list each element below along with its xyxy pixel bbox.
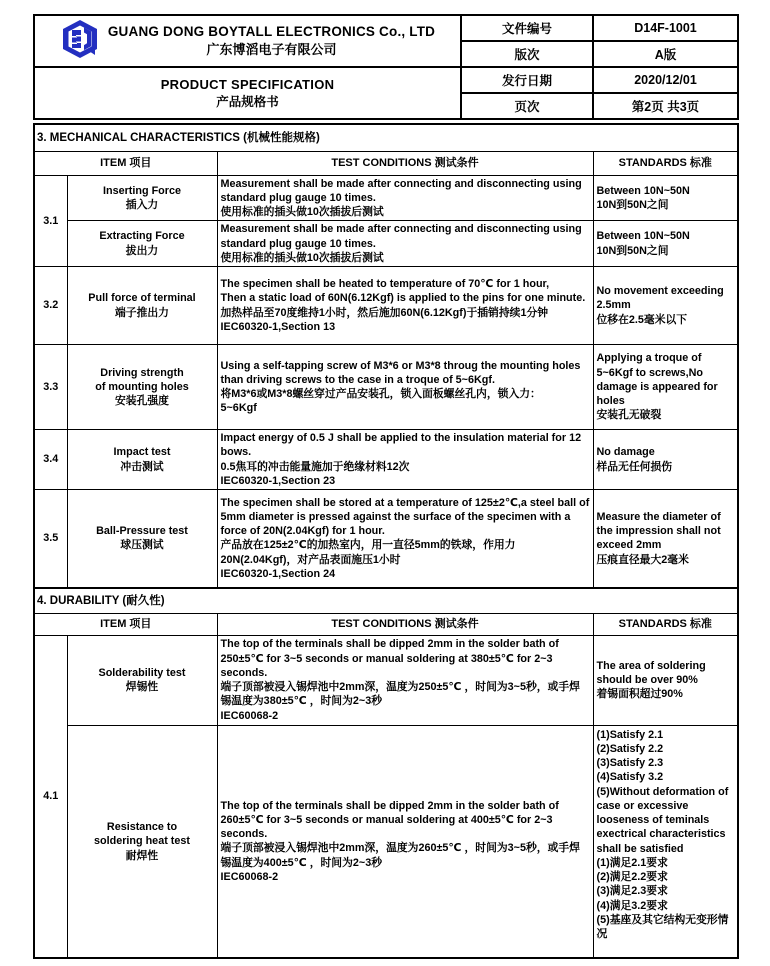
item-name [67,175,217,221]
standards [593,635,738,725]
title-block [33,14,739,120]
text-line: The specimen shall be stored at a temperature of 125±2℃,a steel ball of 5mm diameter is pressed against the surface of the specimen with a force of 20N(2.04Kgf) for 1 hour. [220,496,590,537]
text-line: (3)满足2.3要求 [596,885,668,898]
product-title-en: PRODUCT SPECIFICATION [160,76,335,92]
text-line: 端子顶部被浸入锡焊池中2mm深，温度为250±5℃ ，时间为3~5秒，或手焊锡温度为380±5℃ ，时间为2~3秒 [220,681,580,708]
text-line: 位移在2.5毫米以下 [596,313,688,326]
test-conditions [217,175,593,221]
text-line: Between 10N~50N [596,184,690,197]
meta-value-page: 第2页 共3页 [593,93,738,119]
product-title-cell [34,67,461,119]
column-header-test-conditions: TEST CONDITIONS 测试条件 [217,613,593,635]
item-number: 3.3 [34,345,67,430]
text-line: Then a static load of 60N(6.12Kgf) is applied to the pins for one minute. [220,292,586,305]
standards [593,430,738,490]
text-line: 加热样品至70度维持1小时，然后施加60N(6.12Kgf)于插销持续1分钟 [220,306,549,319]
column-header-item: ITEM 项目 [34,613,217,635]
section-4-title: 4. DURABILITY (耐久性) [34,588,738,614]
section-3-title-row [34,124,738,151]
section-4-title-row [34,588,738,614]
text-line: 耐焊性 [125,849,159,862]
text-line: 端子顶部被浸入锡焊池中2mm深，温度为260±5℃ ，时间为3~5秒，或手焊锡温度为400±5℃ ，时间为2~3秒 [220,842,580,869]
meta-value-doc-number: D14F-1001 [593,15,738,41]
text-line: 将M3*6或M3*8螺丝穿过产品安装孔，锁入面板螺丝孔内，锁入力： [220,388,541,400]
text-line: 拔出力 [125,244,159,257]
text-line: 安装孔无破裂 [596,409,662,422]
text-line: (1)满足2.1要求 [596,856,668,869]
item-name [67,221,217,267]
text-line: 使用标准的插头做10次插拔后测试 [220,251,384,264]
test-conditions [217,430,593,490]
text-line: (2)满足2.2要求 [596,871,668,884]
text-line: (5)基座及其它结构无变形情况 [596,913,729,941]
text-line: IEC60320-1,Section 23 [220,474,336,487]
company-name-en: GUANG DONG BOYTALL ELECTRONICS Co., LTD [107,24,436,39]
text-line: Impact test [113,446,171,459]
text-line: 焊锡性 [125,681,159,694]
text-line: Using a self-tapping screw of M3*6 or M3*8 throug the mounting holes than driving screws to the case in a troque of 5~6Kgf. [220,359,581,386]
test-conditions [217,635,593,725]
standards [593,175,738,221]
standards [593,221,738,267]
text-line: IEC60068-2 [220,870,279,883]
item-name [67,430,217,490]
item-name [67,725,217,958]
item-number: 3.1 [34,175,67,267]
document-body [33,14,737,959]
column-header-standards: STANDARDS 标准 [593,151,738,175]
test-conditions [217,267,593,345]
meta-label-revision: 版次 [461,41,593,67]
text-line: Ball-Pressure test [96,525,188,537]
text-line: The specimen shall be heated to temperature of 70℃ for 1 hour, [220,278,550,290]
item-number: 3.5 [34,490,67,588]
text-line: Inserting Force [103,184,181,197]
text-line: 20N(2.04Kgf)，对产品表面施压1小时 [220,553,401,566]
text-line: 压痕直径最大2毫米 [596,553,689,566]
text-line: 使用标准的插头做10次插拔后测试 [220,206,384,218]
text-line: 端子推出力 [115,306,169,319]
text-line: (2)Satisfy 2.2 [596,742,664,755]
item-name [67,267,217,345]
meta-label-issue-date: 发行日期 [461,67,593,93]
standards [593,490,738,588]
item-number: 3.4 [34,430,67,490]
standards [593,267,738,345]
text-line: The area of soldering should be over 90% [596,659,706,687]
text-line: 10N到50N之间 [596,198,669,211]
table-row [34,267,738,345]
text-line: 安装孔强度 [115,395,169,408]
table-row [34,221,738,267]
text-line: IEC60320-1,Section 24 [220,567,336,580]
item-name [67,490,217,588]
text-line: (5)Without deformation of case or excessive looseness of teminals exectrical characteristics shall be satisfied [596,785,729,855]
company-name-cn: 广东博滔电子有限公司 [206,42,337,57]
text-line: IEC60320-1,Section 13 [220,320,336,333]
section-3-column-header-row [34,151,738,175]
column-header-standards: STANDARDS 标准 [593,613,738,635]
standards [593,725,738,958]
text-line: Pull force of terminal [88,292,196,305]
table-row [34,490,738,588]
text-line: Measure the diameter of the impression shall not exceed 2mm [596,510,721,552]
text-line: Impact energy of 0.5 J shall be applied to the insulation material for 12 bows. [220,432,582,459]
meta-value-issue-date: 2020/12/01 [593,67,738,93]
item-name [67,345,217,430]
company-cell [34,15,461,67]
text-line: 0.5焦耳的冲击能量施加于绝缘材料12次 [220,460,410,473]
table-row [34,430,738,490]
column-header-test-conditions: TEST CONDITIONS 测试条件 [217,151,593,175]
text-line: Measurement shall be made after connecting and disconnecting using standard plug gauge 10 times. [220,177,582,204]
table-row [34,175,738,221]
text-line: (1)Satisfy 2.1 [596,728,664,741]
text-line: soldering heat test [94,835,190,848]
specification-table [33,123,739,959]
text-line: No movement exceeding 2.5mm [596,285,724,312]
text-line: Resistance to [106,821,178,834]
test-conditions [217,221,593,267]
test-conditions [217,345,593,430]
meta-label-page: 页次 [461,93,593,119]
standards [593,345,738,430]
text-line: 产品放在125±2℃的加热室内，用一直径5mm的铁球，作用力 [220,539,516,552]
text-line: IEC60068-2 [220,709,279,722]
product-title-cn: 产品规格书 [216,94,279,109]
item-name [67,635,217,725]
text-line: 插入力 [125,198,159,211]
table-row [34,345,738,430]
text-line: Solderability test [98,666,186,679]
text-line: 样品无任何损伤 [596,460,673,473]
text-line: Between 10N~50N [596,230,690,243]
text-line: No damage [596,446,655,459]
text-line: of mounting holes [95,380,189,393]
text-line: Extracting Force [99,230,185,243]
text-line: The top of the terminals shall be dipped 2mm in the solder bath of 260±5℃ for 3~5 seconds or manual soldering at 400±5℃ for 2~3 seconds. [220,799,559,841]
text-line: 10N到50N之间 [596,244,669,257]
text-line: Applying a troque of 5~6Kgf to screws,No damage is appeared for holes [596,352,718,408]
test-conditions [217,725,593,958]
text-line: 着锡面积超过90% [596,688,683,701]
test-conditions [217,490,593,588]
text-line: (4)满足3.2要求 [596,899,668,912]
text-line: (4)Satisfy 3.2 [596,771,664,784]
meta-value-revision: A版 [593,41,738,67]
table-row [34,635,738,725]
text-line: Driving strength [100,366,184,379]
text-line: The top of the terminals shall be dipped 2mm in the solder bath of 250±5℃ for 3~5 seconds or manual soldering at 380±5℃ for 2~3 seconds. [220,638,559,679]
text-line: 5~6Kgf [220,402,257,415]
item-number: 3.2 [34,267,67,345]
item-number: 4.1 [34,635,67,958]
section-3-title: 3. MECHANICAL CHARACTERISTICS (机械性能规格) [34,124,738,151]
text-line: 球压测试 [120,539,164,552]
text-line: 冲击测试 [120,460,164,473]
column-header-item: ITEM 项目 [34,151,217,175]
table-row [34,725,738,958]
meta-label-doc-number: 文件编号 [461,15,593,41]
section-4-column-header-row [34,613,738,635]
text-line: (3)Satisfy 2.3 [596,757,664,770]
text-line: Measurement shall be made after connecting and disconnecting using standard plug gauge 10 times. [220,223,582,250]
company-logo-icon [60,19,100,64]
